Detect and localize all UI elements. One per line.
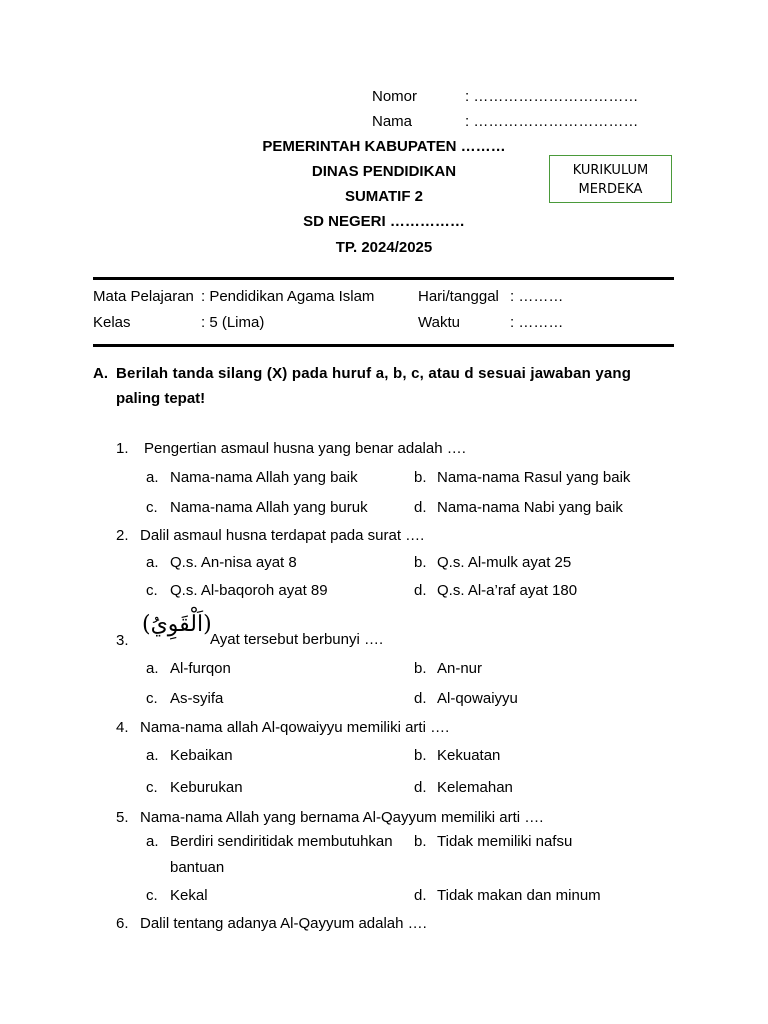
question-number: 1. — [116, 440, 129, 457]
nama-value: : …………………………… — [465, 113, 639, 130]
section-a-instruction-cont: paling tepat! — [116, 390, 206, 407]
option-text: Tidak makan dan minum — [437, 887, 601, 904]
option-text: Berdiri sendiritidak membutuhkan — [170, 833, 393, 850]
mapel-label: Mata Pelajaran — [93, 288, 194, 305]
waktu-label: Waktu — [418, 314, 460, 331]
option-letter: a. — [146, 833, 159, 850]
question-text: Nama-nama Allah yang bernama Al-Qayyum memiliki arti …. — [140, 809, 544, 826]
top-divider — [93, 277, 674, 280]
kurikulum-line2: MERDEKA — [578, 182, 643, 197]
kelas-label: Kelas — [93, 314, 131, 331]
option-letter: a. — [146, 469, 159, 486]
option-text: Q.s. An-nisa ayat 8 — [170, 554, 297, 571]
waktu-value: : ……… — [510, 314, 564, 331]
option-letter: a. — [146, 660, 159, 677]
kurikulum-merdeka-badge — [549, 155, 672, 203]
option-text: Q.s. Al-a’raf ayat 180 — [437, 582, 578, 599]
question-text: Pengertian asmaul husna yang benar adalah …. — [144, 440, 466, 457]
option-text: As-syifa — [170, 690, 224, 707]
option-text: Nama-nama Nabi yang baik — [437, 499, 623, 516]
option-text: Nama-nama Allah yang buruk — [170, 499, 368, 516]
header-line-sekolah: SD NEGERI …………… — [303, 213, 465, 230]
option-text: Kebaikan — [170, 747, 233, 764]
section-a-instruction: Berilah tanda silang (X) pada huruf a, b, c, atau d sesuai jawaban yang — [116, 365, 632, 382]
option-text: Kelemahan — [437, 779, 513, 796]
question-number: 4. — [116, 719, 129, 736]
arabic-phrase: (اَلْقَوِيُ) — [142, 612, 212, 637]
option-text: Nama-nama Rasul yang baik — [437, 469, 631, 486]
option-text: Kekuatan — [437, 747, 501, 764]
mapel-value: : Pendidikan Agama Islam — [201, 288, 375, 305]
bottom-divider — [93, 344, 674, 347]
question-text: Dalil tentang adanya Al-Qayyum adalah …. — [140, 915, 427, 932]
option-letter: c. — [146, 779, 158, 796]
header-line-sumatif: SUMATIF 2 — [344, 188, 424, 205]
question-text: Ayat tersebut berbunyi …. — [210, 631, 384, 648]
option-letter: d. — [414, 690, 427, 707]
option-letter: b. — [414, 554, 427, 571]
option-text: Keburukan — [170, 779, 243, 796]
option-text: Al-qowaiyyu — [437, 690, 518, 707]
section-a-letter: A. — [93, 365, 108, 382]
kurikulum-line1: KURIKULUM — [572, 163, 649, 178]
option-letter: d. — [414, 779, 427, 796]
option-letter: b. — [414, 660, 427, 677]
option-text: Kekal — [170, 887, 208, 904]
option-letter: a. — [146, 747, 159, 764]
question-text: Dalil asmaul husna terdapat pada surat …. — [140, 527, 425, 544]
nama-label: Nama — [372, 113, 413, 130]
option-text: Tidak memiliki nafsu — [437, 833, 573, 850]
option-letter: d. — [414, 582, 427, 599]
option-text: Q.s. Al-baqoroh ayat 89 — [170, 582, 328, 599]
option-text: Nama-nama Allah yang baik — [170, 469, 358, 486]
option-letter: d. — [414, 887, 427, 904]
option-letter: c. — [146, 690, 158, 707]
option-letter: b. — [414, 469, 427, 486]
header-line-dinas: DINAS PENDIDIKAN — [311, 163, 457, 180]
option-text: Q.s. Al-mulk ayat 25 — [437, 554, 572, 571]
option-letter: b. — [414, 747, 427, 764]
question-number: 3. — [116, 632, 129, 649]
question-number: 2. — [116, 527, 129, 544]
question-number: 6. — [116, 915, 129, 932]
option-letter: c. — [146, 582, 158, 599]
option-letter: d. — [414, 499, 427, 516]
header-line-pemerintah: PEMERINTAH KABUPATEN ……… — [262, 138, 506, 155]
option-letter: a. — [146, 554, 159, 571]
kelas-value: : 5 (Lima) — [201, 314, 265, 331]
nomor-label: Nomor — [372, 88, 418, 105]
question-text: Nama-nama allah Al-qowaiyyu memiliki arti …. — [140, 719, 450, 736]
header-line-tahun-pelajaran: TP. 2024/2025 — [335, 239, 433, 256]
hari-label: Hari/tanggal — [418, 288, 499, 305]
option-letter: b. — [414, 833, 427, 850]
question-number: 5. — [116, 809, 129, 826]
option-letter: c. — [146, 887, 158, 904]
option-text: An-nur — [437, 660, 483, 677]
option-text-continued: bantuan — [170, 859, 225, 876]
option-text: Al-furqon — [170, 660, 231, 677]
option-letter: c. — [146, 499, 158, 516]
hari-value: : ……… — [510, 288, 564, 305]
nomor-value: : …………………………… — [465, 88, 639, 105]
